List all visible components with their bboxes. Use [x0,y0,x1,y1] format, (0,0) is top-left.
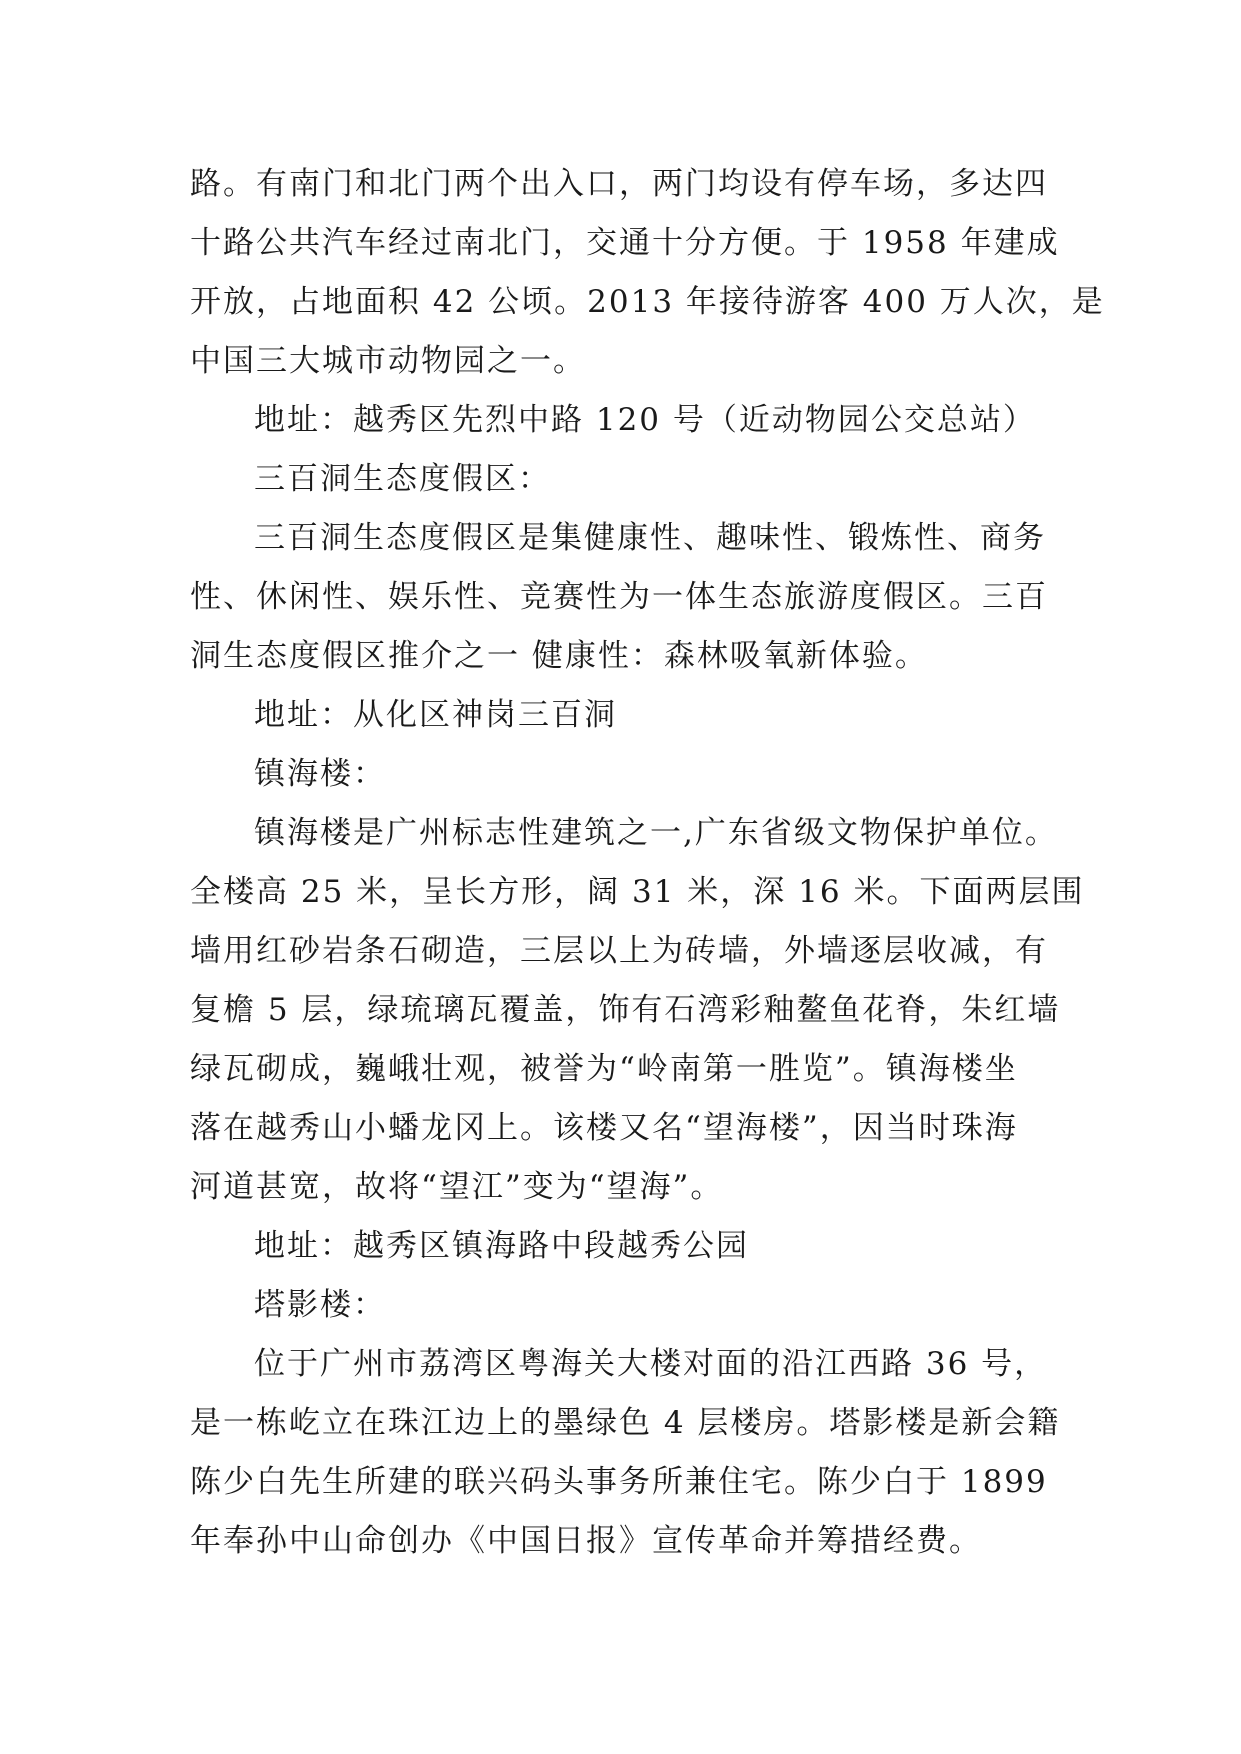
text-line: 洞生态度假区推介之一 健康性：森林吸氧新体验。 [190,638,928,674]
address-line: 地址：越秀区镇海路中段越秀公园 [254,1228,749,1264]
document-body [190,155,1105,1571]
text-line: 落在越秀山小蟠龙冈上。该楼又名“望海楼”，因当时珠海 [190,1110,1018,1146]
text-line: 十路公共汽车经过南北门，交通十分方便。于 1958 年建成 [190,225,1060,261]
text-line: 复檐 5 层，绿琉璃瓦覆盖，饰有石湾彩釉鳌鱼花脊，朱红墙 [190,992,1061,1028]
section-heading: 塔影楼： [254,1287,386,1323]
text-line: 河道甚宽，故将“望江”变为“望海”。 [190,1169,724,1205]
text-line: 绿瓦砌成，巍峨壮观，被誉为“岭南第一胜览”。镇海楼坐 [190,1051,1018,1087]
section-heading: 三百洞生态度假区： [254,461,551,497]
section-heading: 镇海楼： [254,756,386,792]
address-line: 地址：越秀区先烈中路 120 号（近动物园公交总站） [254,402,1036,438]
text-line: 年奉孙中山命创办《中国日报》宣传革命并筹措经费。 [190,1523,982,1559]
text-line: 中国三大城市动物园之一。 [190,343,586,379]
text-line: 路。有南门和北门两个出入口，两门均设有停车场，多达四 [190,166,1048,202]
text-line: 是一栋屹立在珠江边上的墨绿色 4 层楼房。塔影楼是新会籍 [190,1405,1061,1441]
text-line: 性、休闲性、娱乐性、竞赛性为一体生态旅游度假区。三百 [190,579,1048,615]
address-line: 地址：从化区神岗三百洞 [254,697,617,733]
text-line: 陈少白先生所建的联兴码头事务所兼住宅。陈少白于 1899 [190,1464,1048,1500]
text-line: 开放，占地面积 42 公顷。2013 年接待游客 400 万人次，是 [190,284,1105,320]
text-line: 镇海楼是广州标志性建筑之一,广东省级文物保护单位。 [254,815,1058,851]
text-line: 墙用红砂岩条石砌造，三层以上为砖墙，外墙逐层收减，有 [190,933,1048,969]
text-line: 三百洞生态度假区是集健康性、趣味性、锻炼性、商务 [254,520,1046,556]
text-line: 全楼高 25 米，呈长方形，阔 31 米，深 16 米。下面两层围 [190,874,1085,910]
text-line: 位于广州市荔湾区粤海关大楼对面的沿江西路 36 号， [254,1346,1048,1382]
